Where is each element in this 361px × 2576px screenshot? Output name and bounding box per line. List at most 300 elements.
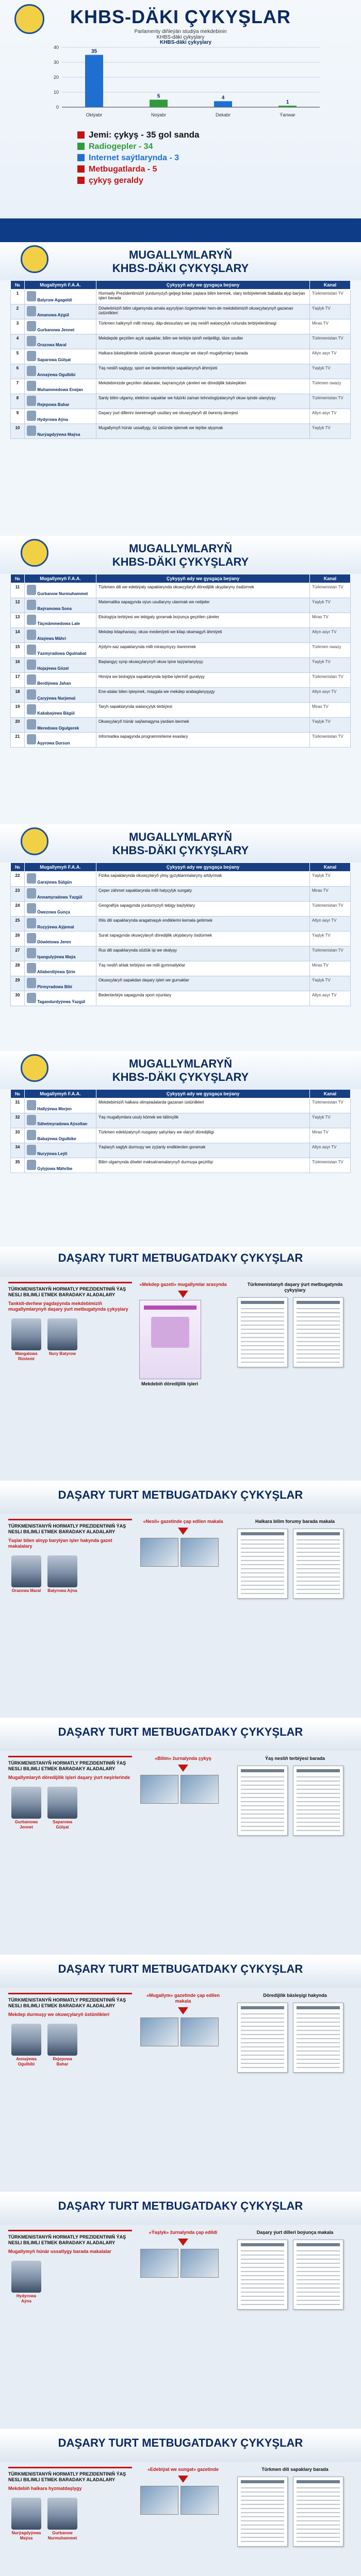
article-line (241, 1308, 284, 1309)
article-line (241, 2283, 284, 2284)
article-line (241, 1572, 284, 1573)
press-photo-icon (180, 2486, 219, 2515)
chart-y-tick-label: 40 (53, 45, 59, 50)
teacher-name (25, 887, 96, 902)
press-section-title: DAŞARY TURT METBUGATDAKY ÇYKYŞLAR (58, 2199, 303, 2212)
article-line (241, 2537, 284, 2538)
table-column-header: Mugallymyň F.A.A. (25, 281, 96, 290)
article-line (297, 2050, 340, 2052)
table-row (11, 613, 351, 628)
article-line (297, 2042, 340, 2043)
teacher-photo-icon (27, 689, 36, 700)
teacher-photo-icon (27, 321, 36, 331)
appearance-description: Sanly bilim ulgamy, elektron sapaklar we häzirki zaman tehnologiýalarynyň okuw işinde ulanylyşy (96, 394, 310, 409)
teacher-name-text: Orazowa Maral (37, 343, 67, 347)
article-line (241, 2516, 284, 2517)
teacher-name (25, 718, 96, 733)
teacher-name (25, 334, 96, 349)
appearance-description: Halkara bäsleşiklerde üstünlik gazanan okuwçylar we olaryň mugallymlary barada (96, 349, 310, 364)
article-line (297, 1818, 340, 1819)
table-row (11, 931, 351, 946)
teacher-name-text: Gurbanow Nurmuhammet (37, 591, 88, 596)
table-title-line-2: KHBS-DÄKI ÇYKYŞLARY (112, 555, 249, 568)
table-row (11, 1113, 351, 1128)
row-number: 15 (11, 643, 25, 658)
portrait-photo-icon (11, 1318, 41, 1350)
stat-more-text: çykyş geraldy (89, 176, 143, 185)
stats-list (77, 128, 263, 188)
press-right-caption: Halkara bilim forumy barada makala (255, 1519, 335, 1524)
table-row (11, 946, 351, 961)
appearance-description: Fizika sapaklarynda okuwçylaryň ylmy gyzyklanmalaryny artdyrmak (96, 872, 310, 887)
table-title-line-1: MUGALLYMLARYŇ (128, 542, 233, 555)
article-line (297, 2263, 340, 2264)
arrow-down-icon (178, 1528, 188, 1535)
article-line (241, 1581, 284, 1582)
article-line (297, 1539, 340, 1540)
article-line (241, 2541, 284, 2542)
table-row (11, 334, 351, 349)
teacher-name (25, 917, 96, 931)
table-row (11, 379, 351, 394)
appearance-description: Çeper zähmet sapaklarynda milli halyçylyk sungaty (96, 887, 310, 902)
article-line (241, 1552, 284, 1553)
channel-name: Ýaşlyk TV (310, 364, 351, 379)
chart-x-tick-label: Oktýabr (86, 112, 103, 117)
table-title-line-1: MUGALLYMLARYŇ (128, 831, 233, 843)
row-number: 16 (11, 658, 25, 673)
article-line (241, 2059, 284, 2060)
article-line (297, 1809, 340, 1810)
article-line (297, 1345, 340, 1346)
press-right-caption: Türkmenistanyň daşary ýurt metbugatynda çykyşlary (247, 1282, 343, 1293)
subtitle-line-1: Parlamenty diňleýän studiýa mekdebinin (134, 29, 227, 35)
portrait-photo-icon (47, 1787, 77, 1819)
article-line (297, 2520, 340, 2521)
article-line (297, 2030, 340, 2031)
appearance-description: Mekdebimizde geçirilen dabaralar, baýramçylyk çäreleri we döredijilik bäsleşikleri (96, 379, 310, 394)
table-row (11, 703, 351, 718)
newspaper-article-icon (293, 1529, 343, 1599)
arrow-down-icon (178, 2476, 188, 2483)
article-line (297, 1577, 340, 1578)
table-title-line-2: KHBS-DÄKI ÇYKYŞLARY (112, 1071, 249, 1083)
chart-x-tick-label: Noýabr (151, 112, 167, 117)
article-line (241, 1341, 284, 1342)
article-line (241, 1822, 284, 1823)
article-line (297, 2300, 340, 2301)
press-left-column (8, 2467, 132, 2543)
article-line (297, 2018, 340, 2019)
press-section-header (0, 1484, 361, 1514)
teacher-name (25, 424, 96, 439)
article-line (241, 2508, 284, 2509)
article-line (297, 1814, 340, 1815)
article-line (241, 2259, 284, 2260)
table-row (11, 991, 351, 1006)
press-middle-column (139, 2230, 227, 2281)
appearance-description: Rus dili sapaklarynda sözlük işi we okalyşy (96, 946, 310, 961)
press-section-header (0, 2432, 361, 2462)
portrait-name: Batyrowa Aýna (47, 1588, 77, 1593)
article-header-bar (241, 2480, 284, 2483)
article-line (297, 1776, 340, 1777)
article-line (241, 1781, 284, 1782)
red-divider (8, 2467, 132, 2468)
newspaper-article-icon (293, 2477, 343, 2547)
press-section (0, 2195, 361, 2429)
article-line (241, 1805, 284, 1806)
press-section-header (0, 2195, 361, 2225)
portrait-name: Nury Batyrow (48, 1351, 76, 1356)
portrait-photo-icon (47, 1318, 77, 1350)
row-number: 18 (11, 688, 25, 703)
teacher-photo-icon (27, 351, 36, 361)
article-line (297, 1320, 340, 1321)
teacher-name (25, 290, 96, 304)
row-number: 35 (11, 1158, 25, 1173)
table-row (11, 394, 351, 409)
teacher-name-text: Hydyrowa Aýna (37, 417, 68, 422)
article-line (241, 2050, 284, 2052)
row-number: 25 (11, 917, 25, 931)
row-number: 30 (11, 991, 25, 1006)
article-header-bar (241, 2006, 284, 2009)
article-line (297, 1801, 340, 1802)
channel-name: Altyn asyr TV (310, 917, 351, 931)
article-clippings (237, 1766, 353, 1836)
teacher-name (25, 1143, 96, 1158)
press-middle-column (139, 2467, 227, 2518)
teacher-name (25, 946, 96, 961)
teacher-photo-icon (27, 1115, 36, 1125)
teacher-photo-icon (27, 933, 36, 943)
teacher-name-text: Tagandurdyýewa Ýazgül (37, 999, 85, 1004)
teacher-name (25, 1158, 96, 1173)
channel-name: Türkmen owazy (310, 379, 351, 394)
row-number: 5 (11, 349, 25, 364)
article-line (241, 2063, 284, 2064)
teacher-photo-icon (27, 1100, 36, 1110)
press-middle-caption: «Ýaşlyk» žurnalynda çap edildi (149, 2230, 218, 2235)
article-line (241, 1548, 284, 1549)
article-line (297, 1826, 340, 1827)
article-line (241, 2529, 284, 2530)
teacher-name-text: Berdiýewa Jahan (37, 681, 71, 686)
row-number: 3 (11, 319, 25, 334)
press-photo-icon (140, 1775, 178, 1804)
article-line (241, 1793, 284, 1794)
teacher-name (25, 319, 96, 334)
table-section-title (0, 1057, 361, 1084)
appearance-description: Türkmen edebiýatynyň nusgawy şahyrlary we olaryň döredijiligi (96, 1128, 310, 1143)
press-middle-caption: «Mekdep gazeti» mugallymlar arasynda (139, 1282, 227, 1287)
table-row (11, 961, 351, 976)
chart-y-tick-label: 30 (53, 60, 59, 65)
press-photo-icon (140, 1538, 178, 1567)
press-section-header (0, 1958, 361, 1988)
teacher-name-text: Ýazmyradowa Ogulnabat (37, 651, 87, 656)
press-photo-icon (180, 2018, 219, 2046)
teacher-name (25, 688, 96, 703)
teacher-name-text: Saparowa Gülşat (37, 358, 71, 362)
article-header-bar (297, 2006, 340, 2009)
teacher-photo-icon (27, 918, 36, 928)
teacher-name (25, 976, 96, 991)
teacher-photo-icon (27, 888, 36, 899)
teacher-name-text: Gurbanowa Jennet (37, 328, 75, 332)
table-section-title (0, 248, 361, 275)
article-line (241, 2287, 284, 2289)
chart-bar (278, 106, 297, 107)
teacher-photo-icon (27, 1130, 36, 1140)
table-row (11, 902, 351, 917)
chart-y-tick-label: 0 (56, 105, 59, 110)
article-line (241, 1539, 284, 1540)
red-divider (8, 1756, 132, 1757)
article-line (241, 2279, 284, 2280)
press-middle-column (139, 1519, 227, 1570)
square-icon (77, 143, 85, 150)
press-right-caption: Daşary ýurt dilleri boýunça makala (256, 2230, 334, 2235)
press-section-title: DAŞARY TURT METBUGATDAKY ÇYKYŞLAR (58, 1251, 303, 1264)
press-middle-column (139, 1756, 227, 1807)
chart-data-label: 1 (286, 99, 289, 106)
arrow-down-icon (178, 2007, 188, 2014)
article-line (297, 2537, 340, 2538)
teacher-name (25, 364, 96, 379)
press-right-caption: Ýaş nesliň terbiýesi barada (265, 1756, 325, 1761)
article-header-bar (241, 1532, 284, 1535)
press-section (0, 1247, 361, 1481)
chart-bar (150, 100, 168, 108)
subtitle-line-2: KHBS-däki çykyşlary (156, 35, 205, 40)
teacher-photo-icon (27, 674, 36, 685)
press-left-column (8, 1282, 132, 1364)
article-line (241, 2030, 284, 2031)
article-line (297, 2508, 340, 2509)
teacher-portrait (11, 1318, 41, 1362)
poster-caption: Mekdebiň döredijilik işleri (141, 1381, 199, 1386)
article-line (297, 1568, 340, 1569)
article-line (241, 1362, 284, 1363)
teacher-name (25, 961, 96, 976)
channel-name: Miras TV (310, 703, 351, 718)
article-line (297, 1308, 340, 1309)
table-title-line-1: MUGALLYMLARYŇ (128, 1057, 233, 1070)
table-section-header (0, 1051, 361, 1089)
row-number: 4 (11, 334, 25, 349)
article-line (241, 1316, 284, 1317)
press-headline: TÜRKMENISTANYŇ HORMATLY PREZIDENTINIŇ ÝAŞ NESLI BILIMLI ETMEK BARADAKY ALADALARY (8, 1997, 126, 2008)
table-column-header: № (11, 863, 25, 872)
poster-image-icon (151, 1317, 189, 1348)
table-section-header (0, 242, 361, 280)
teacher-name (25, 991, 96, 1006)
teacher-name-text: Baýramowa Sona (37, 606, 72, 611)
press-right-column (237, 1519, 353, 1599)
row-number: 11 (11, 583, 25, 598)
teacher-portrait (47, 1555, 77, 1594)
table-row (11, 1128, 351, 1143)
appearance-description: Ýaş nesliň ahlak terbiýesi we milli gymmatlyklar (96, 961, 310, 976)
article-line (297, 1548, 340, 1549)
article-line (241, 2304, 284, 2305)
teacher-photo-icon (27, 903, 36, 913)
article-line (297, 1316, 340, 1317)
table-column-header: Çykyşyň ady we gysgaça beýany (96, 574, 310, 583)
row-number: 27 (11, 946, 25, 961)
article-line (241, 2504, 284, 2505)
article-header-bar (297, 1769, 340, 1772)
article-line (241, 1797, 284, 1798)
table-row (11, 409, 351, 424)
portrait-name: Gurbanowa Jennet (14, 1820, 38, 1829)
appearances-table (10, 862, 351, 1006)
teacher-portrait (47, 2024, 77, 2067)
article-line (297, 1785, 340, 1786)
teacher-photo-icon (27, 978, 36, 988)
table-row (11, 1143, 351, 1158)
teacher-name-text: Hojaýewa Gözel (37, 666, 69, 671)
table-row (11, 673, 351, 688)
article-line (297, 1593, 340, 1594)
teacher-name (25, 673, 96, 688)
article-line (241, 2296, 284, 2297)
row-number: 31 (11, 1098, 25, 1113)
row-number: 29 (11, 976, 25, 991)
stat-tv-text: Radiogepler - 34 (89, 142, 153, 151)
table-row (11, 290, 351, 304)
newspaper-article-icon (237, 2240, 288, 2310)
teacher-photo-icon (27, 381, 36, 391)
arrow-down-icon (178, 1765, 188, 1772)
article-line (297, 1337, 340, 1338)
article-clippings (237, 1297, 353, 1367)
channel-name: Altyn asyr TV (310, 409, 351, 424)
newspaper-article-icon (237, 2477, 288, 2547)
appearance-description: Döwletimiziň bilim ulgamynda amala aşyrylýan özgertmeler hem-de mekdebimiziň okuwçylarynyň gazanan üstünlikleri (96, 304, 310, 319)
appearance-description: Iňlis dili sapaklarynda aragatnaşyk endiklerini kemala getirmek (96, 917, 310, 931)
press-right-column (237, 1993, 353, 2073)
article-line (241, 2022, 284, 2023)
article-line (241, 1593, 284, 1594)
row-number: 17 (11, 673, 25, 688)
article-line (297, 2250, 340, 2251)
article-line (297, 2516, 340, 2517)
article-line (241, 1329, 284, 1330)
channel-name: Ýaşlyk TV (310, 1113, 351, 1128)
row-number: 10 (11, 424, 25, 439)
article-line (241, 1585, 284, 1586)
appearances-table (10, 280, 351, 439)
press-middle-column (139, 1993, 227, 2050)
press-section-title: DAŞARY TURT METBUGATDAKY ÇYKYŞLAR (58, 1725, 303, 1738)
press-headline: TÜRKMENISTANYŇ HORMATLY PREZIDENTINIŇ ÝAŞ NESLI BILIMLI ETMEK BARADAKY ALADALARY (8, 2471, 126, 2482)
article-line (297, 2267, 340, 2268)
press-right-column (237, 2467, 353, 2547)
table-column-header: № (11, 574, 25, 583)
teacher-name (25, 394, 96, 409)
press-left-column (8, 1993, 132, 2069)
article-line (241, 1776, 284, 1777)
article-line (297, 1325, 340, 1326)
teacher-name-text: Amanowa Aýgül (37, 313, 69, 317)
article-line (297, 1552, 340, 1553)
channel-name: Altyn asyr TV (310, 1143, 351, 1158)
teacher-table-section (0, 536, 361, 824)
appearance-description: Hormatly Prezidentimiziň ýurdumyzyň geljegi bolan ýaşlara bilim bermek, olary terbiýelemek babatda alyp barýan işleri barada (96, 290, 310, 304)
teacher-name (25, 613, 96, 628)
table-section-header (0, 824, 361, 862)
article-header-bar (241, 2243, 284, 2246)
table-title-line-1: MUGALLYMLARYŇ (128, 248, 233, 261)
channel-name: Türkmenistan TV (310, 1158, 351, 1173)
teacher-name (25, 902, 96, 917)
article-line (297, 1830, 340, 1831)
press-photo-icon (180, 1538, 219, 1567)
article-line (241, 2487, 284, 2488)
newspaper-article-icon (293, 2003, 343, 2073)
press-section (0, 1958, 361, 2192)
teacher-portrait (11, 2024, 41, 2067)
article-line (297, 1793, 340, 1794)
article-line (241, 2300, 284, 2301)
teacher-photo-icon (27, 411, 36, 421)
portrait-name: Mangalowa Rüstemi (15, 1351, 38, 1361)
article-line (241, 1353, 284, 1354)
press-right-column (237, 2230, 353, 2310)
teacher-table-section (0, 242, 361, 536)
teacher-name-text: Gylyjowa Mähribe (37, 1166, 73, 1171)
channel-name: Türkmen owazy (310, 643, 351, 658)
teacher-portrait (47, 2498, 77, 2541)
table-row (11, 658, 351, 673)
teacher-portrait (11, 2498, 41, 2541)
article-line (241, 1333, 284, 1334)
article-line (241, 2026, 284, 2027)
red-divider (8, 1993, 132, 1994)
table-row (11, 688, 351, 703)
teacher-photo-icon (27, 615, 36, 625)
summary-footer-bar (0, 218, 361, 242)
article-line (297, 1312, 340, 1313)
appearance-description: Mekdebimiziň halkara olimpiadalarda gazanan üstünlikleri (96, 1098, 310, 1113)
appearance-description: Informatika sapagynda programmirleme esaslary (96, 733, 310, 748)
press-subheadline: Tankidi-derňew ýagdaýynda mekdebimiziň mugallymlarynyň daşary ýurt metbugatynda çykyşlary (8, 1301, 128, 1312)
teacher-name-text: Annaýewa Ogulbibi (37, 372, 76, 377)
article-line (297, 2504, 340, 2505)
page-title: KHBS-DÄKI ÇYKYŞLAR (70, 6, 291, 27)
article-line (241, 1345, 284, 1346)
press-middle-caption: «Edebiýat we sungat» gazetinde (147, 2467, 219, 2472)
teacher-name-text: Täçmämmedowa Lale (37, 621, 80, 626)
chart-bar (85, 55, 103, 108)
channel-name: Miras TV (310, 887, 351, 902)
poster-title-bar (144, 1306, 196, 1310)
article-line (297, 1822, 340, 1823)
press-section (0, 1484, 361, 1718)
portrait-photo-icon (47, 1555, 77, 1587)
teacher-photo-icon (27, 704, 36, 715)
table-row (11, 598, 351, 613)
table-row (11, 304, 351, 319)
article-line (297, 1353, 340, 1354)
teacher-name (25, 703, 96, 718)
square-icon (77, 154, 85, 161)
article-line (297, 2063, 340, 2064)
teacher-photo-icon (27, 306, 36, 316)
